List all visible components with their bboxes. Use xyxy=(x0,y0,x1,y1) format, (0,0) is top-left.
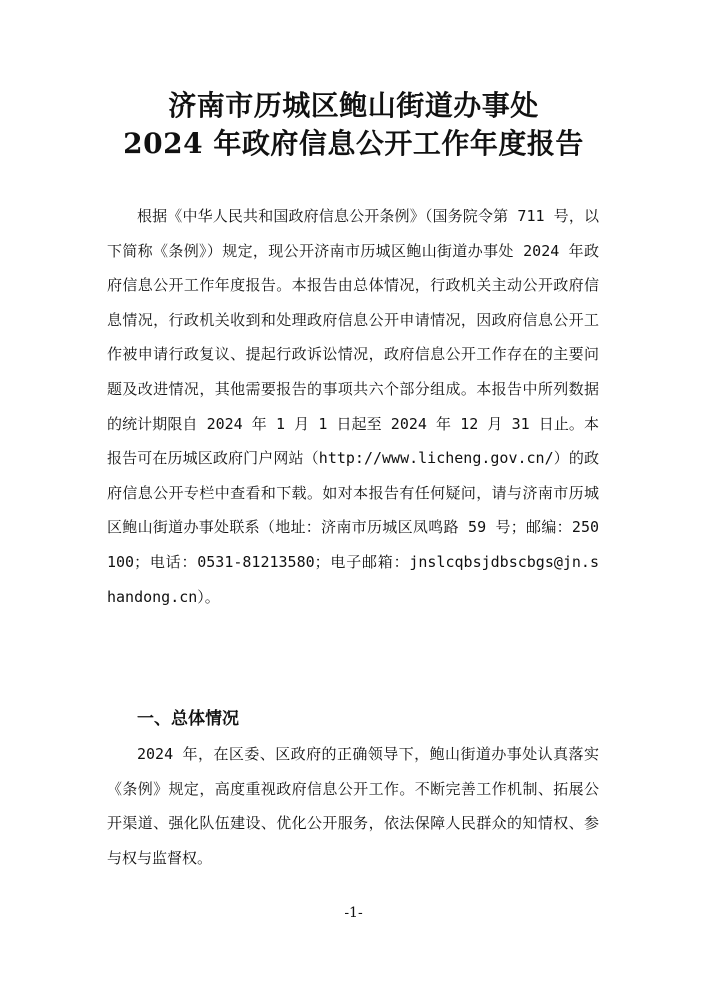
report-title-line-1: 济南市历城区鲍山街道办事处 xyxy=(168,89,539,122)
section-heading-overall: 一、总体情况 xyxy=(137,709,239,729)
page-number: -1- xyxy=(344,905,363,921)
overall-paragraph: 2024 年，在区委、区政府的正确领导下，鲍山街道办事处认真落实《条例》规定，高度重视政府信息公开工作。不断完善工作机制、拓展公开渠道、强化队伍建设、优化公开服务，依法保障人民群众的知情权、参与权与监督权。 xyxy=(107,745,599,867)
intro-paragraph: 根据《中华人民共和国政府信息公开条例》（国务院令第 711 号，以下简称《条例》）规定，现公开济南市历城区鲍山街道办事处 2024 年政府信息公开工作年度报告。本报告由总体情况，行政机关主动公开政府信息情况，行政机关收到和处理政府信息公开申请情况，因政府信息公开工作被申请行政复议、提起行政诉讼情况，政府信息公开工作存在的主要问题及改进情况，其他需要报告的事项共六个部分组成。本报告中所列数据的统计期限自 2024 年 1 月 1 日起至 2024 年 12 月 31 日止。本报告可在历城区政府门户网站（http://www.licheng.gov.cn/）的政府信息公开专栏中查看和下载。如对本报告有任何疑问，请与济南市历城区鲍山街道办事处联系（地址：济南市历城区凤鸣路 59 号；邮编：250100；电话：0531-81213580；电子邮箱：jnslcqbsjdbscbgs@jn.shandong.cn）。 xyxy=(107,207,599,606)
report-title-line-2: 2024 年政府信息公开工作年度报告 xyxy=(123,127,584,160)
